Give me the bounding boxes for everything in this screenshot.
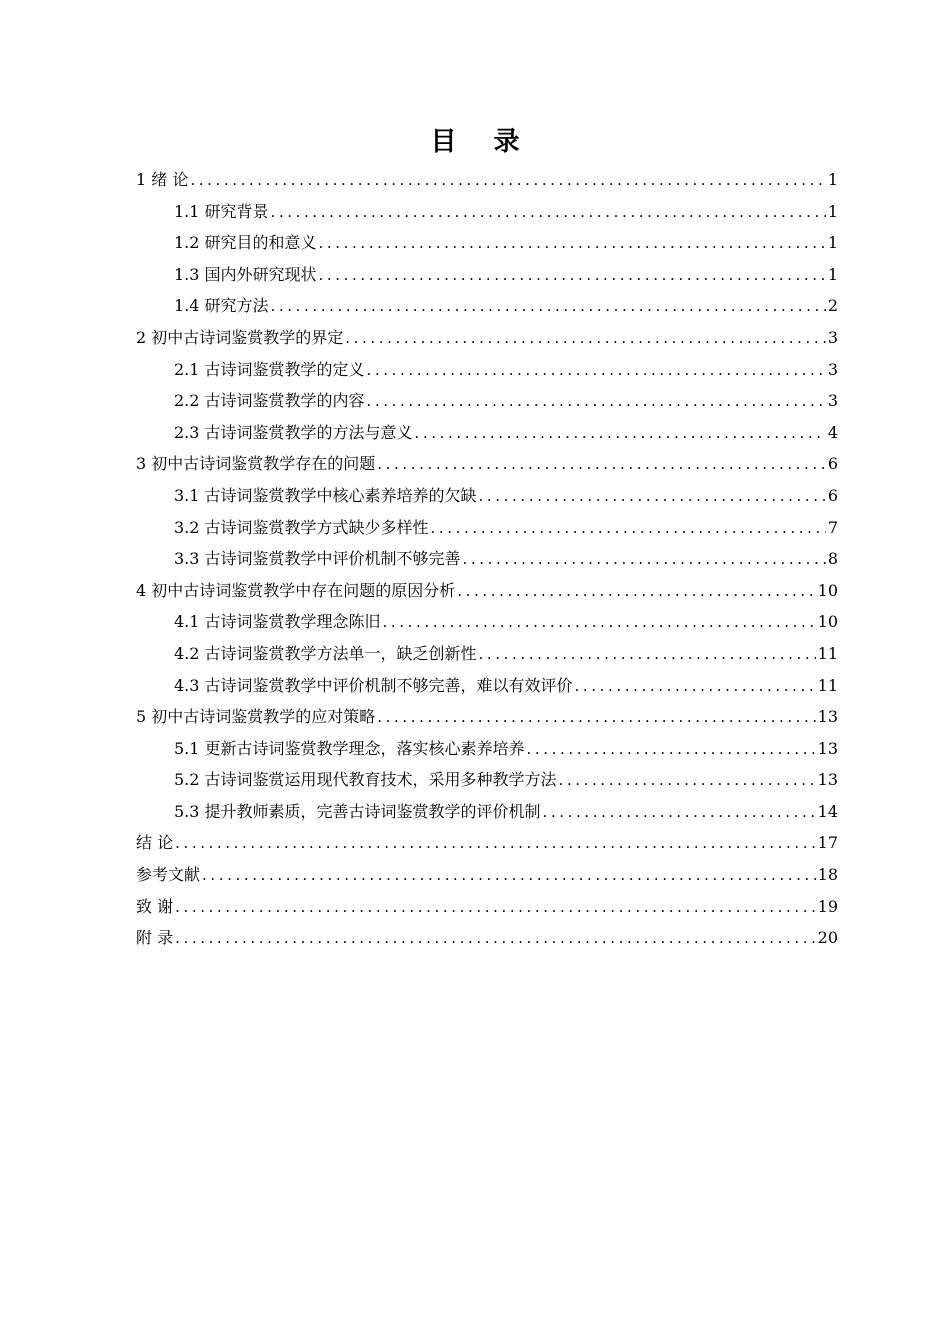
- toc-entry-label: 1.2 研究目的和意义: [174, 233, 317, 253]
- toc-entry-label: 2.2 古诗词鉴赏教学的内容: [174, 391, 365, 411]
- toc-entry-page: 1: [827, 264, 838, 284]
- toc-leader: [415, 418, 826, 450]
- toc-entry-page: 19: [817, 896, 838, 916]
- toc-entry-label: 5.3 提升教师素质，完善古诗词鉴赏教学的评价机制: [174, 801, 541, 821]
- toc-entry[interactable]: [136, 670, 838, 702]
- toc-leader: [527, 734, 816, 766]
- toc-entry-page: 3: [827, 359, 838, 379]
- toc-entry-page: 18: [817, 865, 838, 885]
- toc-leader: [479, 481, 826, 513]
- toc-entry[interactable]: [136, 196, 838, 228]
- toc-entry[interactable]: [136, 859, 838, 891]
- toc-entry-label: 1.3 国内外研究现状: [174, 264, 317, 284]
- toc-entry[interactable]: [136, 448, 838, 480]
- toc-entry-label: 1.1 研究背景: [174, 201, 269, 221]
- toc-entry[interactable]: [136, 322, 838, 354]
- toc-entry-page: 13: [817, 770, 838, 790]
- toc-leader: [271, 291, 826, 323]
- toc-leader: [575, 671, 816, 703]
- toc-entry-label: 5 初中古诗词鉴赏教学的应对策略: [136, 707, 376, 727]
- toc-entry[interactable]: [136, 543, 838, 575]
- toc-entry[interactable]: [136, 922, 838, 954]
- toc-leader: [377, 702, 815, 734]
- toc-leader: [190, 165, 825, 197]
- toc-leader: [367, 386, 826, 418]
- toc-entry-page: 11: [817, 643, 838, 663]
- toc-entry-label: 4.3 古诗词鉴赏教学中评价机制不够完善，难以有效评价: [174, 675, 573, 695]
- toc-entry[interactable]: [136, 764, 838, 796]
- toc-entry-label: 5.1 更新古诗词鉴赏教学理念，落实核心素养培养: [174, 738, 525, 758]
- toc-entry-label: 4.1 古诗词鉴赏教学理念陈旧: [174, 612, 381, 632]
- toc-leader: [479, 639, 816, 671]
- toc-list: [136, 164, 838, 954]
- toc-leader: [367, 355, 826, 387]
- toc-entry-page: 17: [817, 833, 838, 853]
- toc-entry-page: 7: [827, 517, 838, 537]
- toc-leader: [175, 828, 816, 860]
- toc-entry-page: 8: [827, 549, 838, 569]
- toc-leader: [202, 860, 816, 892]
- toc-entry-label: 2.1 古诗词鉴赏教学的定义: [174, 359, 365, 379]
- toc-leader: [559, 765, 816, 797]
- toc-title: 目 录: [430, 127, 534, 157]
- toc-entry[interactable]: [136, 385, 838, 417]
- toc-entry-page: 13: [817, 707, 838, 727]
- toc-entry-label: 3.3 古诗词鉴赏教学中评价机制不够完善: [174, 549, 461, 569]
- toc-entry-label: 3.1 古诗词鉴赏教学中核心素养培养的欠缺: [174, 485, 477, 505]
- toc-entry[interactable]: [136, 827, 838, 859]
- toc-leader: [175, 923, 816, 955]
- toc-entry-page: 4: [827, 422, 838, 442]
- toc-entry-page: 20: [817, 928, 838, 948]
- toc-entry-page: 1: [827, 233, 838, 253]
- toc-entry-page: 13: [817, 738, 838, 758]
- toc-entry-label: 附 录: [136, 928, 174, 948]
- toc-entry-label: 5.2 古诗词鉴赏运用现代教育技术，采用多种教学方法: [174, 770, 557, 790]
- toc-entry[interactable]: [136, 701, 838, 733]
- toc-leader: [175, 892, 816, 924]
- toc-entry-label: 1 绪 论: [136, 170, 189, 189]
- toc-entry-page: 2: [827, 296, 838, 316]
- toc-entry[interactable]: [136, 733, 838, 765]
- toc-entry-page: 1: [827, 201, 838, 221]
- toc-entry[interactable]: [136, 354, 838, 386]
- toc-entry-page: 3: [827, 327, 838, 347]
- toc-leader: [463, 544, 826, 576]
- toc-entry-page: 11: [817, 675, 838, 695]
- toc-entry[interactable]: [136, 259, 838, 291]
- toc-entry-label: 结 论: [136, 833, 174, 853]
- toc-entry-label: 4.2 古诗词鉴赏教学方法单一，缺乏创新性: [174, 643, 477, 663]
- toc-entry[interactable]: [136, 891, 838, 923]
- toc-leader: [319, 260, 826, 292]
- toc-leader: [457, 576, 815, 608]
- toc-entry[interactable]: [136, 796, 838, 828]
- toc-entry-label: 致 谢: [136, 896, 174, 916]
- toc-leader: [271, 197, 826, 229]
- toc-entry-label: 3 初中古诗词鉴赏教学存在的问题: [136, 454, 376, 474]
- toc-entry[interactable]: [136, 290, 838, 322]
- toc-entry-page: 10: [817, 612, 838, 632]
- toc-entry-page: 6: [827, 454, 838, 474]
- toc-leader: [319, 228, 826, 260]
- toc-leader: [383, 607, 816, 639]
- toc-leader: [431, 513, 826, 545]
- toc-entry[interactable]: [136, 164, 838, 196]
- toc-entry-page: 1: [827, 170, 838, 189]
- toc-entry-label: 1.4 研究方法: [174, 296, 269, 316]
- toc-entry-label: 2.3 古诗词鉴赏教学的方法与意义: [174, 422, 413, 442]
- toc-entry[interactable]: [136, 638, 838, 670]
- toc-leader: [377, 449, 826, 481]
- toc-entry-page: 10: [817, 580, 838, 600]
- toc-leader: [345, 323, 826, 355]
- toc-entry[interactable]: [136, 575, 838, 607]
- toc-entry-page: 6: [827, 485, 838, 505]
- toc-entry-label: 3.2 古诗词鉴赏教学方式缺少多样性: [174, 517, 429, 537]
- toc-entry[interactable]: [136, 227, 838, 259]
- toc-entry-page: 14: [817, 801, 838, 821]
- toc-entry-page: 3: [827, 391, 838, 411]
- toc-entry-label: 2 初中古诗词鉴赏教学的界定: [136, 327, 344, 347]
- toc-entry[interactable]: [136, 417, 838, 449]
- toc-entry[interactable]: [136, 606, 838, 638]
- toc-entry-label: 参考文献: [136, 865, 201, 885]
- toc-entry[interactable]: [136, 512, 838, 544]
- toc-entry[interactable]: [136, 480, 838, 512]
- toc-entry-label: 4 初中古诗词鉴赏教学中存在问题的原因分析: [136, 580, 456, 600]
- toc-leader: [543, 797, 816, 829]
